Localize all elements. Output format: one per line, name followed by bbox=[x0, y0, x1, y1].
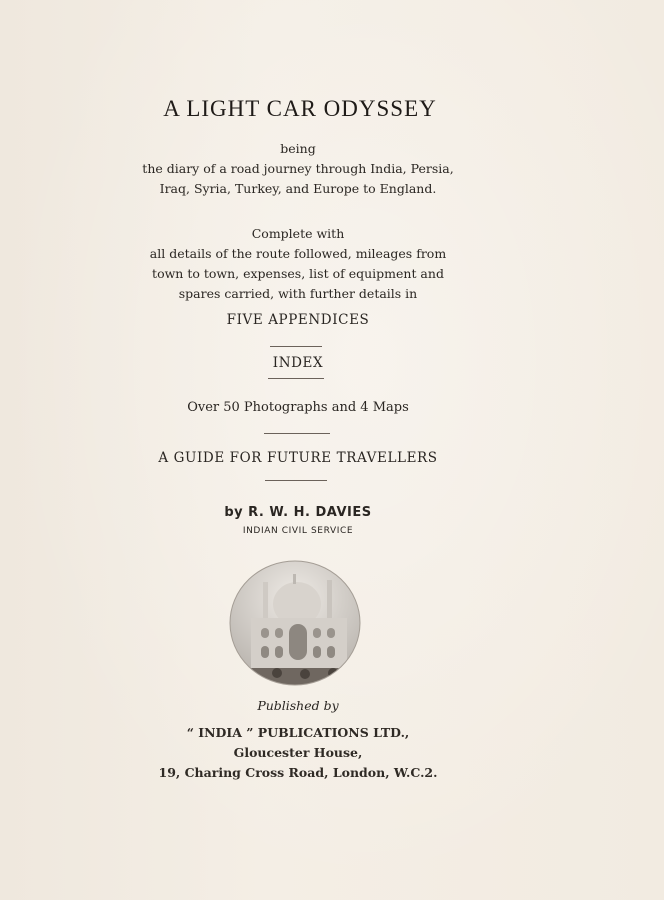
publisher-address: 19, Charing Cross Road, London, W.C.2. bbox=[158, 765, 438, 780]
publisher-house: Gloucester House, bbox=[233, 745, 363, 760]
author-service: INDIAN CIVIL SERVICE bbox=[242, 526, 354, 536]
subtitle-block bbox=[128, 139, 468, 199]
details-line-3: spares carried, with further details in bbox=[178, 286, 418, 301]
diary-line-1: the diary of a road journey through India, Persia, bbox=[142, 161, 454, 176]
details-line-2: town to town, expenses, list of equipment and bbox=[152, 266, 444, 281]
details-line-1: all details of the route followed, mileages from bbox=[149, 246, 447, 261]
index-heading: INDEX bbox=[272, 355, 324, 371]
author-name: by R. W. H. DAVIES bbox=[224, 505, 372, 520]
diary-line-2: Iraq, Syria, Turkey, and Europe to England. bbox=[159, 181, 437, 196]
vignette-photo bbox=[229, 560, 361, 686]
appendices-heading: FIVE APPENDICES bbox=[226, 312, 370, 328]
divider-rule bbox=[264, 433, 330, 434]
divider-rule bbox=[265, 480, 327, 481]
book-title: A LIGHT CAR ODYSSEY bbox=[163, 96, 437, 121]
details-block bbox=[128, 224, 468, 304]
publisher-name: “ INDIA ” PUBLICATIONS LTD., bbox=[186, 725, 410, 740]
published-by: Published by bbox=[257, 698, 339, 713]
guide-heading: A GUIDE FOR FUTURE TRAVELLERS bbox=[158, 450, 438, 466]
photos-text: Over 50 Photographs and 4 Maps bbox=[187, 400, 409, 415]
publisher-block bbox=[128, 723, 468, 783]
divider-rule bbox=[270, 346, 322, 347]
complete-with-text: Complete with bbox=[251, 226, 345, 241]
being-text: being bbox=[280, 141, 316, 156]
divider-rule bbox=[268, 378, 324, 379]
